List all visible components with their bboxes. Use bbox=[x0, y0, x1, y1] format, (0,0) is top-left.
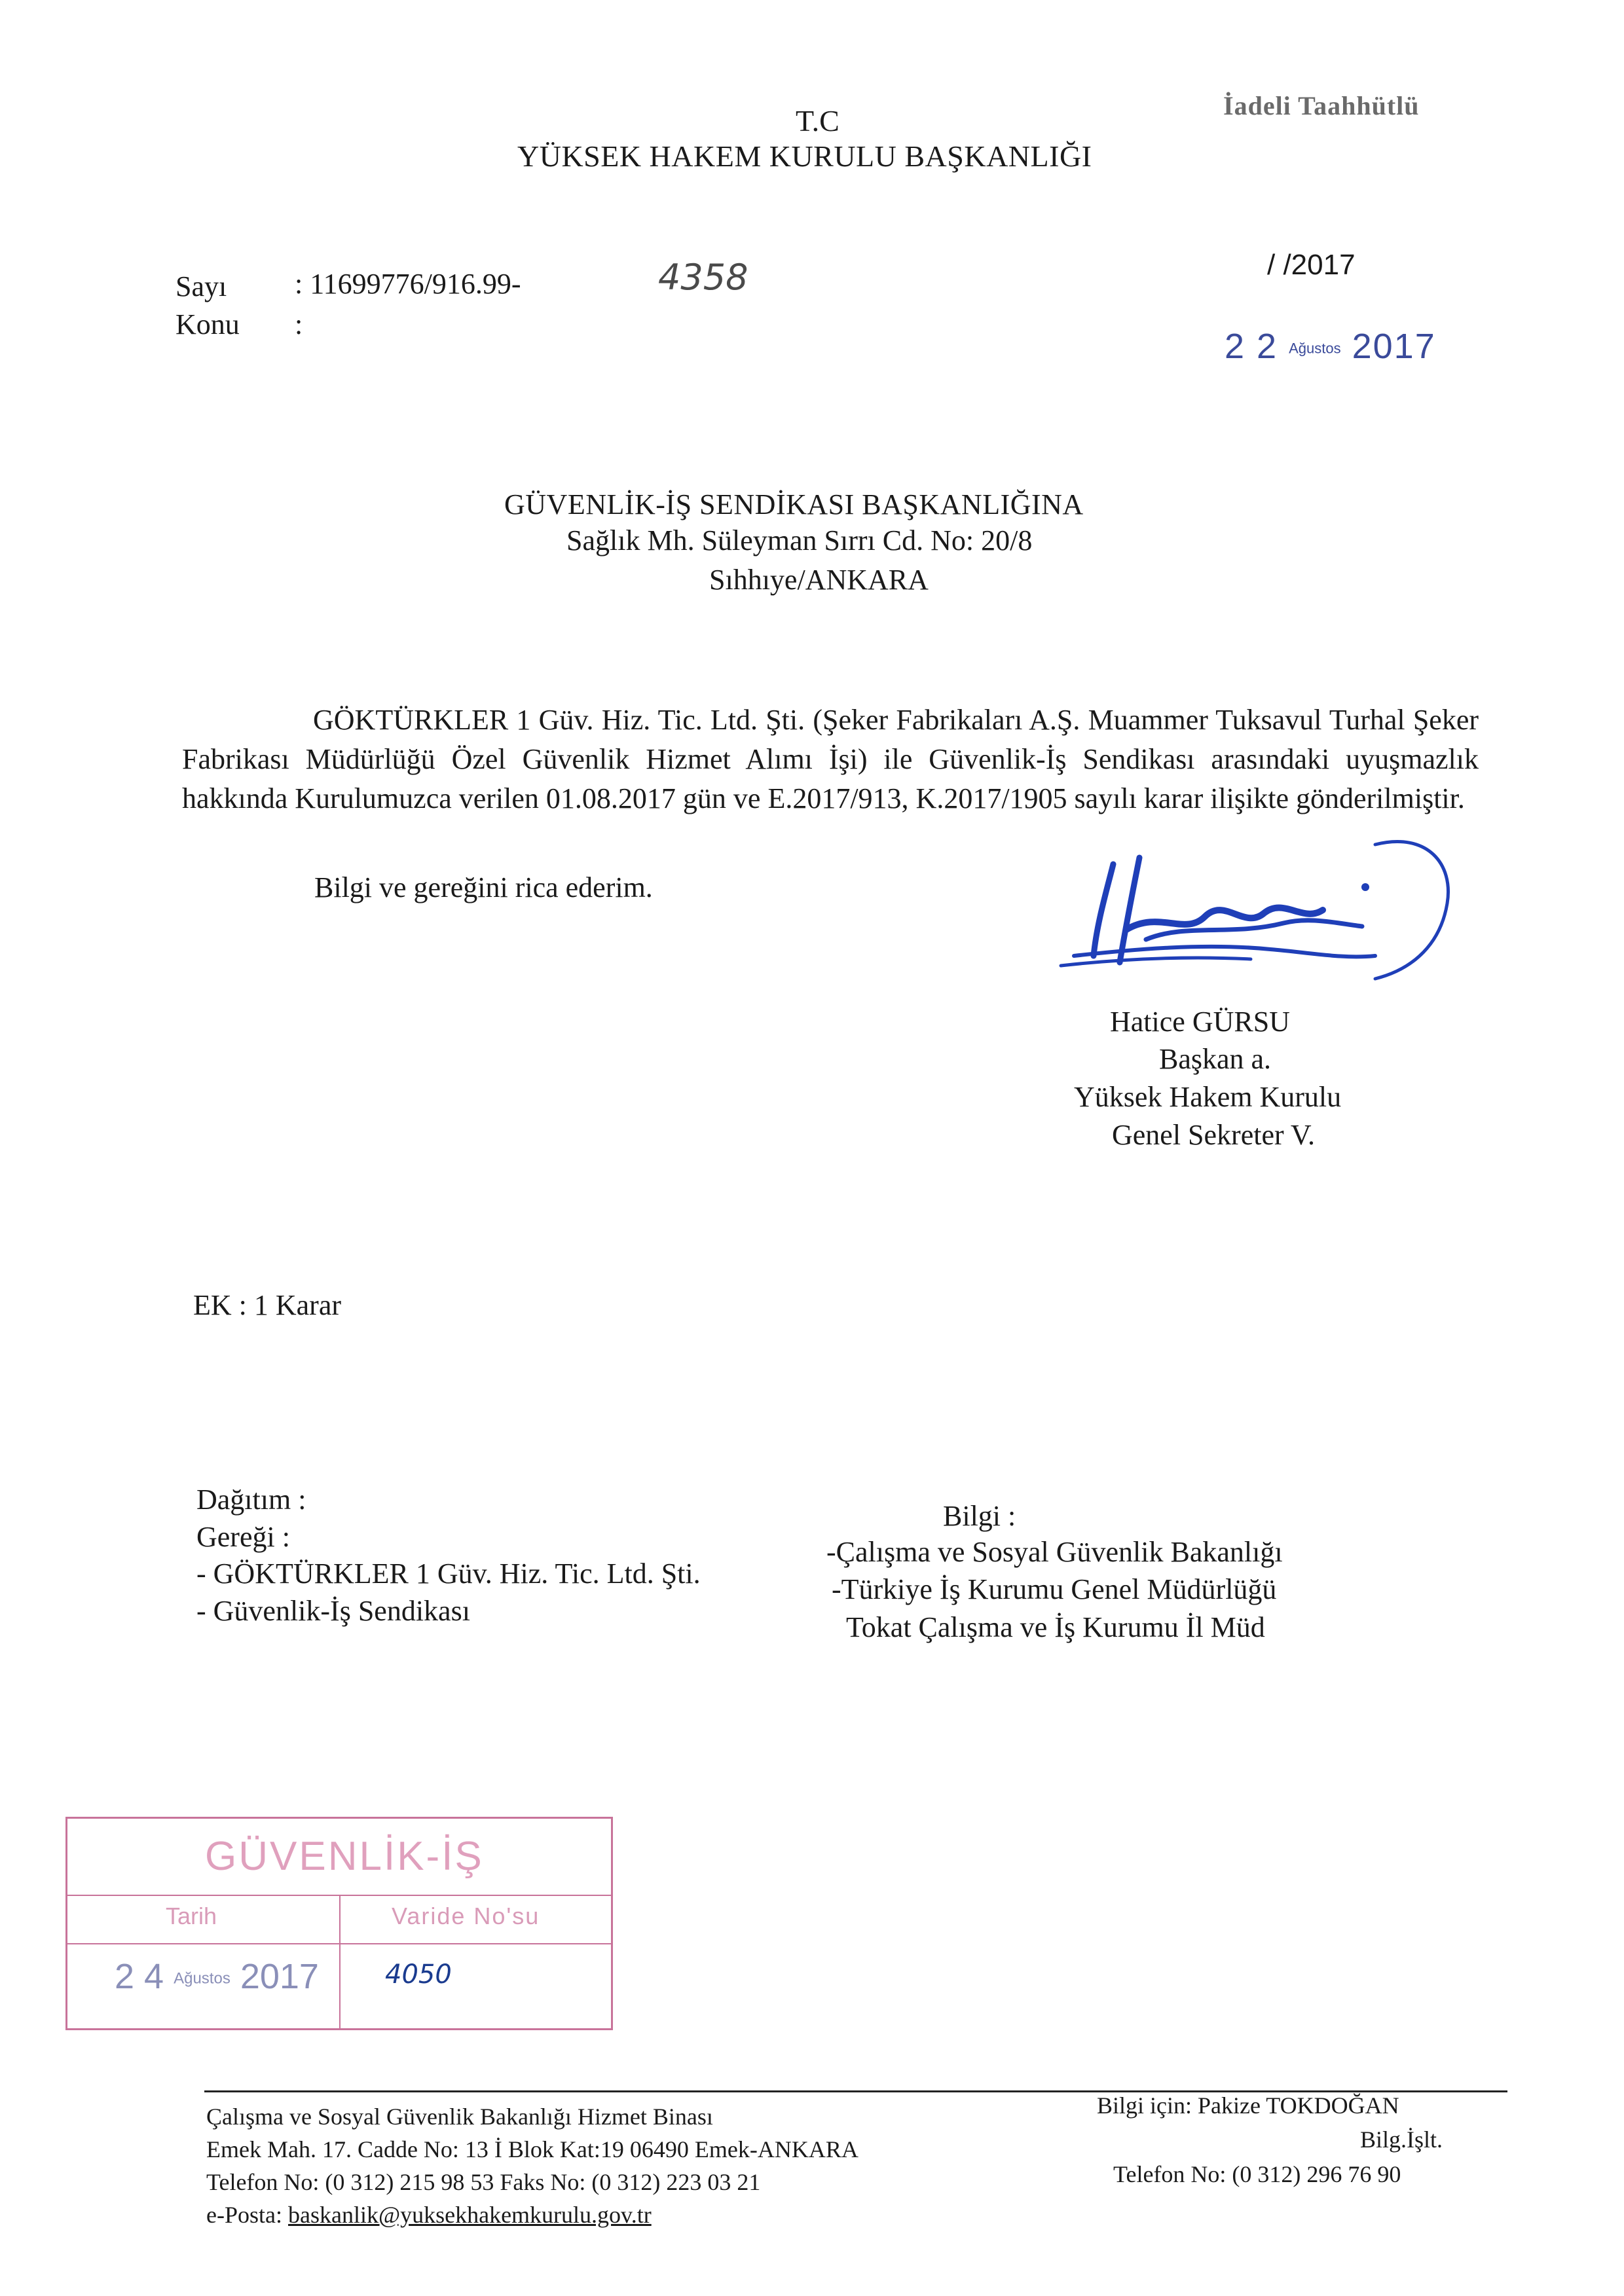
date-stamp-day: 2 2 bbox=[1225, 327, 1278, 366]
konu-value: : bbox=[295, 308, 303, 340]
footer-address: Emek Mah. 17. Cadde No: 13 İ Blok Kat:19 06490 Emek-ANKARA bbox=[206, 2136, 858, 2162]
footer-contact-role: Bilg.İşlt. bbox=[1360, 2126, 1443, 2153]
date-stamp-year: 2017 bbox=[1352, 327, 1436, 366]
receipt-stamp-title: GÜVENLİK-İŞ bbox=[205, 1834, 484, 1879]
konu-label: Konu bbox=[175, 308, 240, 340]
sayi-handwritten-number: 4358 bbox=[658, 257, 748, 298]
distribution-label: Dağıtım : bbox=[196, 1484, 306, 1516]
footer-phone-fax: Telefon No: (0 312) 215 98 53 Faks No: (0 312) 223 03 21 bbox=[206, 2169, 761, 2195]
header-organization: YÜKSEK HAKEM KURULU BAŞKANLIĞI bbox=[517, 139, 1092, 173]
header-country: T.C bbox=[796, 104, 840, 137]
receipt-stamp-month: Ağustos bbox=[174, 1969, 231, 1988]
attachment-note: EK : 1 Karar bbox=[193, 1289, 342, 1321]
recipient-city: Sıhhıye/ANKARA bbox=[709, 564, 929, 596]
receipt-stamp-year: 2017 bbox=[240, 1957, 319, 1996]
geregi-label: Gereği : bbox=[196, 1521, 290, 1553]
geregi-item: - Güvenlik-İş Sendikası bbox=[196, 1595, 470, 1627]
bilgi-item: -Türkiye İş Kurumu Genel Müdürlüğü bbox=[832, 1573, 1277, 1605]
signer-title-1: Başkan a. bbox=[1159, 1043, 1272, 1075]
receipt-stamp bbox=[65, 1817, 613, 2030]
footer-contact-phone: Telefon No: (0 312) 296 76 90 bbox=[1113, 2161, 1401, 2187]
geregi-item: - GÖKTÜRKLER 1 Güv. Hiz. Tic. Ltd. Şti. bbox=[196, 1558, 701, 1590]
receipt-stamp-day: 2 4 bbox=[115, 1957, 164, 1996]
footer-contact-person: Bilgi için: Pakize TOKDOĞAN bbox=[1097, 2092, 1399, 2119]
receipt-stamp-number: 4050 bbox=[385, 1959, 452, 1990]
date-stamp-month: Ağustos bbox=[1289, 340, 1341, 357]
bilgi-item: -Çalışma ve Sosyal Güvenlik Bakanlığı bbox=[826, 1536, 1283, 1568]
sayi-value: : 11699776/916.99- bbox=[295, 268, 521, 300]
footer-email bbox=[206, 2201, 652, 2229]
bilgi-item: Tokat Çalışma ve İş Kurumu İl Müd bbox=[846, 1611, 1265, 1643]
signature-image bbox=[1035, 825, 1467, 1015]
document-date: / /2017 bbox=[1267, 249, 1356, 281]
stamp-column-divider bbox=[339, 1896, 341, 2028]
signer-title-3: Genel Sekreter V. bbox=[1112, 1119, 1315, 1151]
sayi-label: Sayı bbox=[175, 270, 227, 302]
signer-name: Hatice GÜRSU bbox=[1110, 1006, 1290, 1038]
letter-body bbox=[182, 701, 1479, 818]
registered-mail-stamp: İadeli Taahhütlü bbox=[1223, 91, 1420, 120]
footer-email-link[interactable]: baskanlik@yuksekhakemkurulu.gov.tr bbox=[287, 2202, 652, 2228]
receipt-stamp-date-header: Tarih bbox=[166, 1903, 217, 1929]
receipt-stamp-date bbox=[115, 1956, 319, 1997]
footer-email-label: e-Posta: bbox=[206, 2202, 288, 2228]
receipt-stamp-number-header: Varide No'su bbox=[392, 1903, 540, 1929]
recipient-address: Sağlık Mh. Süleyman Sırrı Cd. No: 20/8 bbox=[566, 524, 1033, 556]
body-paragraph: GÖKTÜRKLER 1 Güv. Hiz. Tic. Ltd. Şti. (Şeker Fabrikaları A.Ş. Muammer Tuksavul Turhal Şeker Fabrikası Müdürlüğü Özel Güvenlik Hizmet Alımı İşi) ile Güvenlik-İş Sendikası arasındaki uyuşmazlık hakkında Kurulumuzca verilen 01.08.2017 gün ve E.2017/913, K.2017/1905 sayılı karar ilişikte gönderilmiştir. bbox=[182, 704, 1479, 814]
bilgi-label: Bilgi : bbox=[943, 1500, 1016, 1532]
recipient-name: GÜVENLİK-İŞ SENDİKASI BAŞKANLIĞINA bbox=[504, 488, 1084, 520]
date-stamp bbox=[1225, 326, 1436, 367]
footer-building: Çalışma ve Sosyal Güvenlik Bakanlığı Hizmet Binası bbox=[206, 2104, 713, 2130]
closing-sentence: Bilgi ve gereğini rica ederim. bbox=[314, 871, 653, 903]
signer-title-2: Yüksek Hakem Kurulu bbox=[1074, 1081, 1342, 1113]
